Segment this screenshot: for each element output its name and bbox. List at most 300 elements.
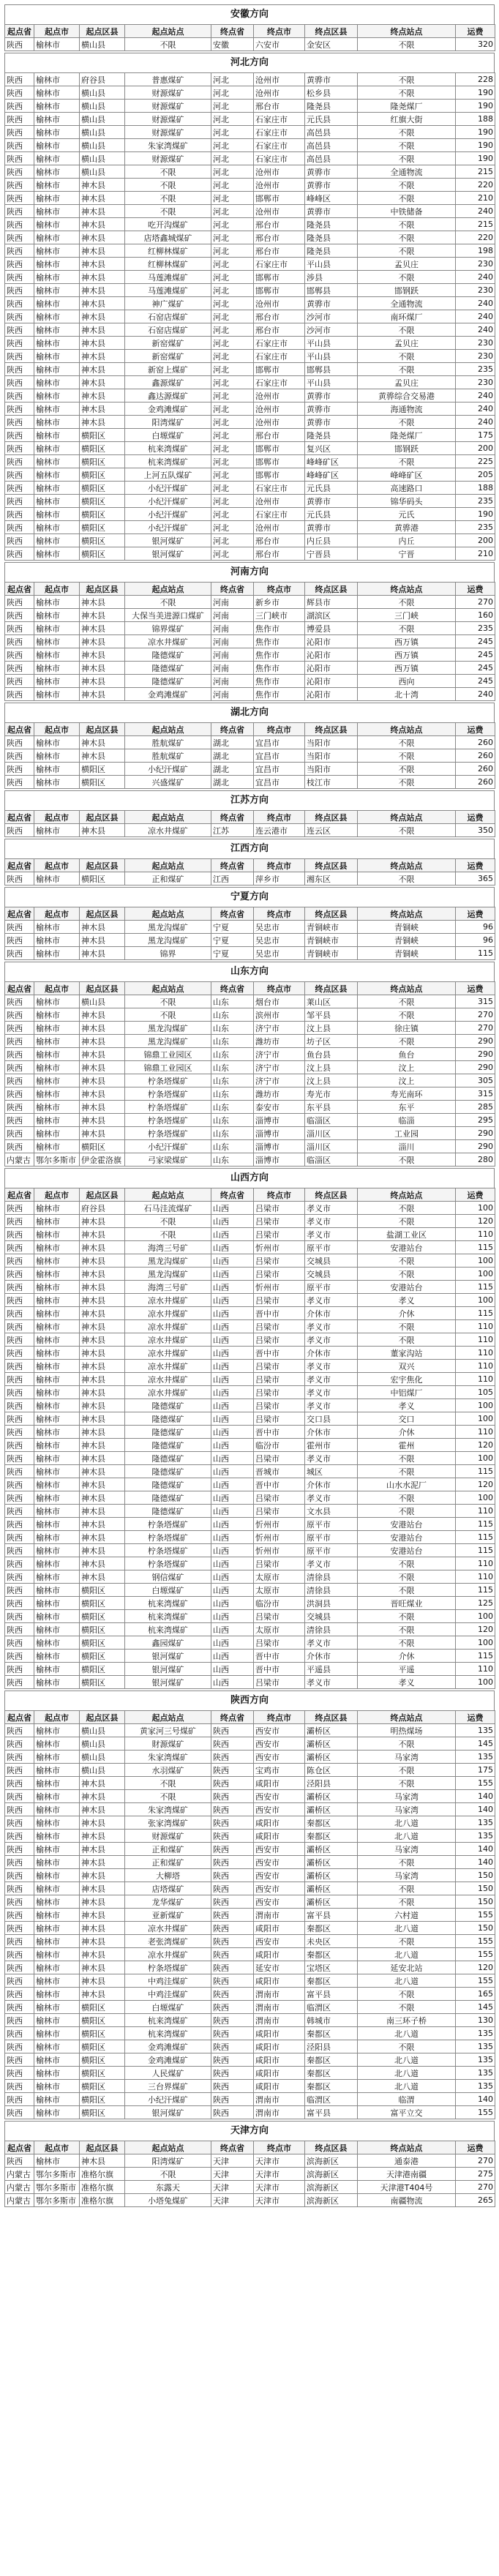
dest-province-cell: 河南 — [211, 662, 254, 675]
dest-city-cell: 渭南市 — [254, 2014, 305, 2027]
table-row — [5, 1008, 495, 1022]
dest-site-cell: 不限 — [358, 1320, 456, 1333]
dest-province-cell: 陕西 — [211, 1882, 254, 1895]
dest-county-cell: 陈仓区 — [305, 1764, 358, 1777]
dest-province-cell: 山西 — [211, 1439, 254, 1452]
origin-site-cell: 东露天 — [125, 2181, 211, 2194]
table-row — [5, 205, 495, 218]
origin-city-cell: 榆林市 — [34, 648, 80, 662]
origin-province-cell: 陕西 — [5, 1869, 34, 1882]
origin-city-cell: 榆林市 — [34, 284, 80, 297]
dest-province-cell: 山西 — [211, 1531, 254, 1544]
dest-county-cell: 隆尧县 — [305, 429, 358, 442]
origin-province-cell: 陕西 — [5, 1074, 34, 1087]
origin-county-cell: 神木县 — [80, 310, 125, 323]
dest-site-cell: 孟贝庄 — [358, 376, 456, 389]
dest-city-cell: 天津市 — [254, 2181, 305, 2194]
dest-site-cell: 不限 — [358, 363, 456, 376]
dest-site-cell: 不限 — [358, 1008, 456, 1022]
origin-county-cell: 神木县 — [80, 1948, 125, 1961]
freight-cell: 215 — [456, 218, 495, 231]
table-row — [5, 1505, 495, 1518]
origin-province-cell: 陕西 — [5, 1935, 34, 1948]
freight-cell: 135 — [456, 1830, 495, 1843]
origin-county-cell: 神木县 — [80, 1114, 125, 1127]
origin-province-cell: 陕西 — [5, 1114, 34, 1127]
origin-site-cell: 隆德煤矿 — [125, 675, 211, 688]
origin-province-cell: 陕西 — [5, 205, 34, 218]
column-header-dest-province: 终点省 — [211, 811, 254, 824]
freight-cell: 115 — [456, 1281, 495, 1294]
origin-city-cell: 榆林市 — [34, 100, 80, 113]
column-header-origin-city: 起点市 — [34, 2141, 80, 2154]
freight-cell: 110 — [456, 1347, 495, 1360]
origin-county-cell: 横阳区 — [80, 2040, 125, 2053]
dest-site-cell: 峰峰矿区 — [358, 468, 456, 482]
dest-city-cell: 宜昌市 — [254, 749, 305, 763]
dest-province-cell: 河北 — [211, 258, 254, 271]
dest-county-cell: 复兴区 — [305, 442, 358, 455]
origin-province-cell: 陕西 — [5, 2093, 34, 2106]
dest-province-cell: 山西 — [211, 1650, 254, 1663]
freight-cell: 190 — [456, 139, 495, 152]
origin-site-cell: 隆德煤矿 — [125, 1478, 211, 1491]
dest-province-cell: 山西 — [211, 1241, 254, 1254]
origin-province-cell: 陕西 — [5, 1816, 34, 1830]
origin-site-cell: 金鸡滩煤矿 — [125, 402, 211, 416]
route-section — [4, 562, 495, 701]
origin-county-cell: 神木县 — [80, 1856, 125, 1869]
origin-city-cell: 榆林市 — [34, 1764, 80, 1777]
dest-site-cell: 平遥 — [358, 1663, 456, 1676]
dest-county-cell: 黄骅市 — [305, 416, 358, 429]
dest-county-cell: 孝义市 — [305, 1386, 358, 1399]
origin-province-cell: 陕西 — [5, 139, 34, 152]
section-title: 陕西方向 — [4, 1690, 495, 1710]
dest-county-cell: 沁阳市 — [305, 648, 358, 662]
dest-site-cell: 邯钢跃 — [358, 442, 456, 455]
table-row — [5, 2001, 495, 2014]
origin-site-cell: 财源煤矿 — [125, 86, 211, 100]
dest-city-cell: 吴忠市 — [254, 934, 305, 947]
dest-site-cell: 北八道 — [358, 1830, 456, 1843]
dest-city-cell: 济宁市 — [254, 1074, 305, 1087]
table-row — [5, 1751, 495, 1764]
origin-province-cell: 陕西 — [5, 521, 34, 534]
origin-site-cell: 小纪汗煤矿 — [125, 1140, 211, 1153]
origin-site-cell: 小纪汗煤矿 — [125, 482, 211, 495]
table-row — [5, 482, 495, 495]
origin-city-cell: 榆林市 — [34, 337, 80, 350]
dest-site-cell: 北十湾 — [358, 688, 456, 701]
origin-province-cell: 陕西 — [5, 736, 34, 749]
origin-county-cell: 神木县 — [80, 376, 125, 389]
origin-city-cell: 榆林市 — [34, 1048, 80, 1061]
origin-site-cell: 柠条塔煤矿 — [125, 1114, 211, 1127]
dest-site-cell: 北八道 — [358, 1948, 456, 1961]
origin-city-cell: 榆林市 — [34, 323, 80, 337]
dest-site-cell: 介休 — [358, 1650, 456, 1663]
dest-city-cell: 邯郸市 — [254, 455, 305, 468]
origin-province-cell: 陕西 — [5, 947, 34, 960]
origin-county-cell: 神木县 — [80, 736, 125, 749]
origin-county-cell: 神木县 — [80, 350, 125, 363]
table-row — [5, 1333, 495, 1347]
column-header-dest-city: 终点市 — [254, 811, 305, 824]
dest-city-cell: 吕梁市 — [254, 1399, 305, 1412]
origin-county-cell: 神木县 — [80, 1008, 125, 1022]
dest-county-cell: 宁晋县 — [305, 547, 358, 561]
table-row — [5, 1790, 495, 1803]
dest-province-cell: 陕西 — [211, 2014, 254, 2027]
dest-city-cell: 石家庄市 — [254, 337, 305, 350]
freight-cell: 235 — [456, 363, 495, 376]
origin-city-cell: 榆林市 — [34, 2067, 80, 2080]
freight-cell: 190 — [456, 508, 495, 521]
origin-province-cell: 陕西 — [5, 468, 34, 482]
column-header-origin-site: 起点站点 — [125, 1711, 211, 1724]
dest-province-cell: 河北 — [211, 86, 254, 100]
dest-city-cell: 西安市 — [254, 1882, 305, 1895]
route-section — [4, 4, 495, 51]
freight-cell: 120 — [456, 1623, 495, 1636]
origin-province-cell: 陕西 — [5, 1724, 34, 1737]
table-row — [5, 1439, 495, 1452]
dest-province-cell: 河南 — [211, 609, 254, 622]
origin-province-cell: 陕西 — [5, 1333, 34, 1347]
dest-province-cell: 河北 — [211, 482, 254, 495]
origin-city-cell: 榆林市 — [34, 2027, 80, 2040]
origin-province-cell: 陕西 — [5, 271, 34, 284]
dest-city-cell: 晋中市 — [254, 1663, 305, 1676]
origin-province-cell: 陕西 — [5, 547, 34, 561]
dest-city-cell: 咸阳市 — [254, 1816, 305, 1830]
origin-province-cell: 陕西 — [5, 2106, 34, 2119]
origin-city-cell: 榆林市 — [34, 1465, 80, 1478]
table-row — [5, 1202, 495, 1215]
column-header-freight: 运费 — [456, 982, 495, 995]
origin-province-cell: 陕西 — [5, 635, 34, 648]
section-title: 江苏方向 — [4, 790, 495, 810]
origin-site-cell: 金鸡滩煤矿 — [125, 2053, 211, 2067]
dest-city-cell: 西安市 — [254, 1895, 305, 1909]
origin-county-cell: 神木县 — [80, 1452, 125, 1465]
dest-county-cell: 洪洞县 — [305, 1597, 358, 1610]
origin-province-cell: 陕西 — [5, 152, 34, 165]
origin-site-cell: 白塬煤矿 — [125, 2001, 211, 2014]
origin-city-cell: 鄂尔多斯市 — [34, 2194, 80, 2207]
dest-province-cell: 山东 — [211, 1074, 254, 1087]
dest-county-cell: 介休市 — [305, 1347, 358, 1360]
table-row — [5, 231, 495, 244]
dest-site-cell: 不限 — [358, 736, 456, 749]
column-header-origin-province: 起点省 — [5, 2141, 34, 2154]
column-header-dest-province: 终点省 — [211, 25, 254, 38]
dest-site-cell: 孝义 — [358, 1676, 456, 1689]
column-header-dest-city: 终点市 — [254, 723, 305, 736]
freight-cell: 225 — [456, 455, 495, 468]
origin-county-cell: 横山县 — [80, 100, 125, 113]
dest-province-cell: 河北 — [211, 521, 254, 534]
origin-county-cell: 神木县 — [80, 1790, 125, 1803]
origin-site-cell: 不限 — [125, 1228, 211, 1241]
origin-site-cell: 银河煤矿 — [125, 2106, 211, 2119]
dest-province-cell: 陕西 — [211, 1830, 254, 1843]
dest-province-cell: 山西 — [211, 1597, 254, 1610]
origin-city-cell: 榆林市 — [34, 749, 80, 763]
freight-cell: 295 — [456, 1114, 495, 1127]
origin-site-cell: 兴盛煤矿 — [125, 776, 211, 789]
dest-site-cell: 不限 — [358, 1465, 456, 1478]
dest-county-cell: 滨海新区 — [305, 2194, 358, 2207]
origin-county-cell: 横阳区 — [80, 872, 125, 886]
origin-county-cell: 神木县 — [80, 675, 125, 688]
origin-province-cell: 陕西 — [5, 1061, 34, 1074]
table-row — [5, 1215, 495, 1228]
dest-province-cell: 湖北 — [211, 749, 254, 763]
dest-province-cell: 河北 — [211, 495, 254, 508]
origin-city-cell: 榆林市 — [34, 165, 80, 179]
freight-cell: 120 — [456, 1215, 495, 1228]
dest-province-cell: 河南 — [211, 635, 254, 648]
dest-site-cell: 不限 — [358, 152, 456, 165]
origin-province-cell: 陕西 — [5, 622, 34, 635]
freight-cell: 110 — [456, 1333, 495, 1347]
origin-city-cell: 榆林市 — [34, 1320, 80, 1333]
dest-county-cell: 莱山区 — [305, 995, 358, 1008]
table-row — [5, 1584, 495, 1597]
dest-province-cell: 山东 — [211, 1127, 254, 1140]
origin-province-cell: 陕西 — [5, 495, 34, 508]
origin-county-cell: 神木县 — [80, 1061, 125, 1074]
dest-site-cell: 寿光南环 — [358, 1087, 456, 1101]
dest-city-cell: 邢台市 — [254, 218, 305, 231]
dest-site-cell: 不限 — [358, 179, 456, 192]
dest-county-cell: 沁阳市 — [305, 688, 358, 701]
freight-cell: 120 — [456, 1439, 495, 1452]
origin-county-cell: 横阳区 — [80, 482, 125, 495]
origin-site-cell: 中鸡洼煤矿 — [125, 1988, 211, 2001]
origin-province-cell: 陕西 — [5, 1022, 34, 1035]
dest-county-cell: 交城县 — [305, 1254, 358, 1268]
origin-province-cell: 陕西 — [5, 934, 34, 947]
column-header-dest-site: 终点站点 — [358, 1188, 456, 1202]
dest-county-cell: 孝义市 — [305, 1452, 358, 1465]
dest-county-cell: 交城县 — [305, 1268, 358, 1281]
origin-site-cell: 鑫达源煤矿 — [125, 389, 211, 402]
dest-county-cell: 原平市 — [305, 1281, 358, 1294]
origin-city-cell: 榆林市 — [34, 1895, 80, 1909]
origin-site-cell: 财源煤矿 — [125, 126, 211, 139]
dest-county-cell: 城区 — [305, 1465, 358, 1478]
origin-city-cell: 榆林市 — [34, 635, 80, 648]
dest-county-cell: 孝义市 — [305, 1215, 358, 1228]
dest-county-cell: 黄骅市 — [305, 297, 358, 310]
table-row — [5, 1935, 495, 1948]
origin-province-cell: 陕西 — [5, 376, 34, 389]
dest-province-cell: 山东 — [211, 1048, 254, 1061]
origin-city-cell: 榆林市 — [34, 2001, 80, 2014]
table-header-row — [5, 859, 495, 872]
dest-city-cell: 沧州市 — [254, 416, 305, 429]
table-row — [5, 165, 495, 179]
freight-cell: 160 — [456, 609, 495, 622]
column-header-dest-province: 终点省 — [211, 1711, 254, 1724]
dest-province-cell: 河北 — [211, 402, 254, 416]
dest-city-cell: 天津市 — [254, 2168, 305, 2181]
dest-city-cell: 吕梁市 — [254, 1610, 305, 1623]
origin-site-cell: 财源煤矿 — [125, 113, 211, 126]
dest-site-cell: 高速路口 — [358, 482, 456, 495]
origin-province-cell: 陕西 — [5, 2027, 34, 2040]
dest-site-cell: 三门峡 — [358, 609, 456, 622]
dest-county-cell: 博爱县 — [305, 622, 358, 635]
origin-county-cell: 神木县 — [80, 1869, 125, 1882]
origin-site-cell: 凉水井煤矿 — [125, 1386, 211, 1399]
freight-cell: 110 — [456, 1663, 495, 1676]
dest-county-cell: 平山县 — [305, 258, 358, 271]
origin-city-cell: 榆林市 — [34, 179, 80, 192]
freight-cell: 145 — [456, 1737, 495, 1751]
dest-county-cell: 淄川区 — [305, 1140, 358, 1153]
dest-site-cell: 不限 — [358, 1452, 456, 1465]
origin-city-cell: 榆林市 — [34, 736, 80, 749]
dest-province-cell: 河北 — [211, 192, 254, 205]
origin-county-cell: 神木县 — [80, 1035, 125, 1048]
dest-county-cell: 连云区 — [305, 824, 358, 837]
freight-cell: 175 — [456, 1764, 495, 1777]
origin-province-cell: 陕西 — [5, 749, 34, 763]
column-header-dest-city: 终点市 — [254, 1188, 305, 1202]
origin-province-cell: 陕西 — [5, 1101, 34, 1114]
dest-city-cell: 邢台市 — [254, 244, 305, 258]
origin-province-cell: 陕西 — [5, 113, 34, 126]
freight-cell: 260 — [456, 776, 495, 789]
origin-county-cell: 神木县 — [80, 1087, 125, 1101]
origin-city-cell: 榆林市 — [34, 1061, 80, 1074]
origin-site-cell: 银河煤矿 — [125, 1650, 211, 1663]
origin-site-cell: 银河煤矿 — [125, 534, 211, 547]
table-row — [5, 1294, 495, 1307]
origin-province-cell: 陕西 — [5, 1557, 34, 1570]
origin-province-cell: 陕西 — [5, 429, 34, 442]
dest-site-cell: 孝义 — [358, 1294, 456, 1307]
table-row — [5, 113, 495, 126]
origin-province-cell: 陕西 — [5, 1320, 34, 1333]
origin-site-cell: 中鸡洼煤矿 — [125, 1974, 211, 1988]
origin-county-cell: 横阳区 — [80, 455, 125, 468]
table-row — [5, 688, 495, 701]
origin-site-cell: 不限 — [125, 995, 211, 1008]
dest-province-cell: 陕西 — [211, 1803, 254, 1816]
origin-site-cell: 胜航煤矿 — [125, 749, 211, 763]
dest-county-cell: 沁阳市 — [305, 662, 358, 675]
table-row — [5, 1373, 495, 1386]
dest-county-cell: 介休市 — [305, 1478, 358, 1491]
table-header-row — [5, 982, 495, 995]
dest-city-cell: 西安市 — [254, 1869, 305, 1882]
origin-county-cell: 神木县 — [80, 1386, 125, 1399]
origin-province-cell: 陕西 — [5, 297, 34, 310]
origin-city-cell: 榆林市 — [34, 776, 80, 789]
table-row — [5, 1816, 495, 1830]
dest-site-cell: 不限 — [358, 995, 456, 1008]
dest-site-cell: 北八道 — [358, 2067, 456, 2080]
origin-county-cell: 横山县 — [80, 1724, 125, 1737]
table-row — [5, 1465, 495, 1478]
origin-city-cell: 榆林市 — [34, 416, 80, 429]
dest-city-cell: 咸阳市 — [254, 1974, 305, 1988]
origin-city-cell: 榆林市 — [34, 1008, 80, 1022]
dest-city-cell: 咸阳市 — [254, 2080, 305, 2093]
origin-city-cell: 榆林市 — [34, 1544, 80, 1557]
table-row — [5, 2067, 495, 2080]
dest-city-cell: 新乡市 — [254, 596, 305, 609]
origin-site-cell: 隆德煤矿 — [125, 1426, 211, 1439]
dest-province-cell: 河北 — [211, 126, 254, 139]
origin-province-cell: 陕西 — [5, 38, 34, 51]
dest-city-cell: 吕梁市 — [254, 1294, 305, 1307]
table-row — [5, 1856, 495, 1869]
origin-site-cell: 柠条塔煤矿 — [125, 1531, 211, 1544]
freight-cell: 115 — [456, 1241, 495, 1254]
column-header-origin-county: 起点区县 — [80, 982, 125, 995]
origin-site-cell: 不限 — [125, 38, 211, 51]
freight-cell: 230 — [456, 376, 495, 389]
column-header-origin-site: 起点站点 — [125, 982, 211, 995]
origin-site-cell: 黑龙沟煤矿 — [125, 1268, 211, 1281]
origin-site-cell: 财源煤矿 — [125, 1830, 211, 1843]
origin-province-cell: 陕西 — [5, 1505, 34, 1518]
table-row — [5, 1061, 495, 1074]
dest-city-cell: 焦作市 — [254, 648, 305, 662]
table-row — [5, 86, 495, 100]
dest-site-cell: 东平 — [358, 1101, 456, 1114]
dest-city-cell: 渭南市 — [254, 2001, 305, 2014]
dest-site-cell: 不限 — [358, 776, 456, 789]
dest-county-cell: 黄骅市 — [305, 205, 358, 218]
dest-county-cell: 湘东区 — [305, 872, 358, 886]
dest-site-cell: 不限 — [358, 73, 456, 86]
freight-cell: 115 — [456, 1307, 495, 1320]
origin-site-cell: 钢信煤矿 — [125, 1570, 211, 1584]
origin-province-cell: 陕西 — [5, 2053, 34, 2067]
origin-county-cell: 神木县 — [80, 662, 125, 675]
dest-county-cell: 富平县 — [305, 2106, 358, 2119]
origin-province-cell: 陕西 — [5, 1531, 34, 1544]
freight-cell: 240 — [456, 297, 495, 310]
freight-cell: 115 — [456, 947, 495, 960]
freight-cell: 245 — [456, 662, 495, 675]
origin-city-cell: 榆林市 — [34, 297, 80, 310]
dest-site-cell: 孝义 — [358, 1399, 456, 1412]
origin-province-cell: 陕西 — [5, 2080, 34, 2093]
origin-site-cell: 红柳林煤矿 — [125, 244, 211, 258]
freight-cell: 110 — [456, 1373, 495, 1386]
dest-province-cell: 山西 — [211, 1610, 254, 1623]
origin-city-cell: 榆林市 — [34, 1518, 80, 1531]
origin-city-cell: 榆林市 — [34, 113, 80, 126]
table-row — [5, 297, 495, 310]
dest-county-cell: 金安区 — [305, 38, 358, 51]
freight-cell: 140 — [456, 1843, 495, 1856]
column-header-dest-site: 终点站点 — [358, 1711, 456, 1724]
freight-cell: 115 — [456, 1650, 495, 1663]
freight-cell: 205 — [456, 468, 495, 482]
origin-county-cell: 神木县 — [80, 1777, 125, 1790]
dest-city-cell: 太原市 — [254, 1584, 305, 1597]
origin-county-cell: 横阳区 — [80, 521, 125, 534]
